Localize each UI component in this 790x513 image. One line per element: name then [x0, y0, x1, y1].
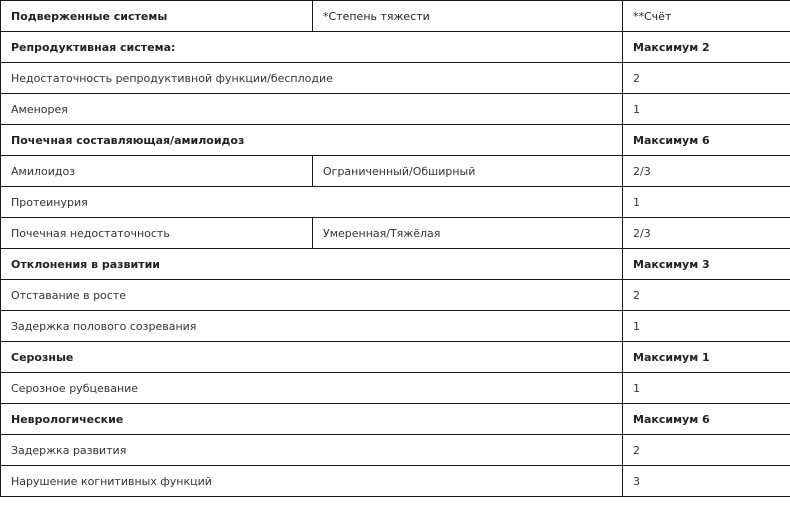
item-name: Отставание в росте — [1, 280, 623, 311]
item-name: Аменорея — [1, 94, 623, 125]
table-row — [1, 435, 790, 466]
item-score: 1 — [623, 94, 790, 125]
section-name: Отклонения в развитии — [1, 249, 623, 280]
table-row — [1, 187, 790, 218]
item-score: 2/3 — [623, 218, 790, 249]
section-name: Неврологические — [1, 404, 623, 435]
section-score: Максимум 6 — [623, 404, 790, 435]
item-name: Протеинурия — [1, 187, 623, 218]
item-score: 2 — [623, 435, 790, 466]
table-row — [1, 466, 790, 497]
table-row — [1, 32, 790, 63]
item-severity: Умеренная/Тяжёлая — [313, 218, 623, 249]
item-score: 1 — [623, 373, 790, 404]
table-row — [1, 63, 790, 94]
table-row — [1, 311, 790, 342]
item-name: Недостаточность репродуктивной функции/бесплодие — [1, 63, 623, 94]
header-severity: *Степень тяжести — [313, 1, 623, 32]
table-row — [1, 373, 790, 404]
table-row — [1, 156, 790, 187]
item-name: Почечная недостаточность — [1, 218, 313, 249]
table-row — [1, 342, 790, 373]
header-systems: Подверженные системы — [1, 1, 313, 32]
table-row — [1, 125, 790, 156]
table-header-row — [1, 1, 790, 32]
section-name: Почечная составляющая/амилоидоз — [1, 125, 623, 156]
item-score: 2 — [623, 63, 790, 94]
section-name: Репродуктивная система: — [1, 32, 623, 63]
item-score: 3 — [623, 466, 790, 497]
section-score: Максимум 1 — [623, 342, 790, 373]
table-row — [1, 218, 790, 249]
table-row — [1, 94, 790, 125]
item-name: Амилоидоз — [1, 156, 313, 187]
table-row — [1, 249, 790, 280]
table-row — [1, 404, 790, 435]
section-name: Серозные — [1, 342, 623, 373]
section-score: Максимум 6 — [623, 125, 790, 156]
table-row — [1, 280, 790, 311]
item-score: 2 — [623, 280, 790, 311]
item-severity: Ограниченный/Обширный — [313, 156, 623, 187]
item-name: Нарушение когнитивных функций — [1, 466, 623, 497]
item-score: 2/3 — [623, 156, 790, 187]
header-score: **Счёт — [623, 1, 790, 32]
item-name: Серозное рубцевание — [1, 373, 623, 404]
section-score: Максимум 2 — [623, 32, 790, 63]
item-name: Задержка развития — [1, 435, 623, 466]
item-score: 1 — [623, 311, 790, 342]
section-score: Максимум 3 — [623, 249, 790, 280]
item-score: 1 — [623, 187, 790, 218]
item-name: Задержка полового созревания — [1, 311, 623, 342]
